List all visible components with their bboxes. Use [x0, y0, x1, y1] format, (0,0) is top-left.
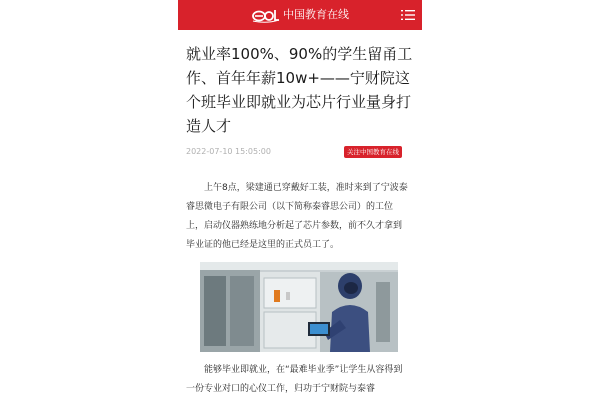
site-name: 中国教育在线 [283, 8, 349, 21]
eol-logo-icon[interactable] [252, 7, 280, 23]
article-paragraph: 能够毕业即就业，在“最难毕业季”让学生从容得到一份专业对口的心仪工作，归功于宁财院与泰睿 [186, 365, 403, 394]
article-photo [200, 262, 398, 352]
follow-button[interactable]: 关注中国教育在线 [344, 146, 402, 158]
menu-icon[interactable] [401, 9, 415, 21]
article-title: 就业率100%、90%的学生留甬工作、首年年薪10w+——宁财院这个班毕业即就业为芯片行业量身打造人才 [186, 45, 413, 135]
article-paragraph: 上午8点，梁建通已穿戴好工装，准时来到了宁波泰睿思微电子有限公司（以下简称泰睿思公司）的工位上，启动仪器熟练地分析起了芯片参数，前不久才拿到毕业证的他已经是这里的正式员工了。 [186, 183, 408, 250]
top-bar [178, 0, 422, 30]
publish-date: 2022-07-10 15:05:00 [186, 147, 271, 156]
mobile-page [178, 0, 422, 400]
